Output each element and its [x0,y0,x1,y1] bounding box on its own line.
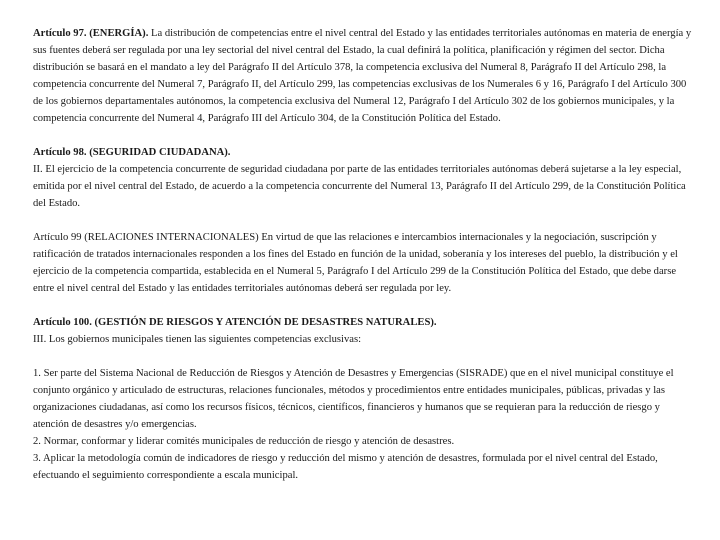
article-99: Artículo 99 (RELACIONES INTERNACIONALES) En virtud de que las relaciones e intercambios internacionales y la negociación, suscripción y ratificación de tratados internacionales responden a los fines del Estado en función de la unidad, soberanía y los intereses del pueblo, la distribución y el ejercicio de la competencia compartida, establecida en el Numeral 5, Parágrafo I del Artículo 299 de la Constitución Política del Estado, que debe darse entre el nivel central del Estado y las entidades territoriales autónomas deberá ser regulada por ley. [33,232,678,294]
spacer [33,297,693,314]
article-100-item: 3. Aplicar la metodología común de indicadores de riesgo y reducción del mismo y atención de desastres, formulada por el nivel central del Estado, efectuando el seguimiento correspondiente a escala municipal. [33,453,658,481]
article-98-heading: Artículo 98. (SEGURIDAD CIUDADANA). [33,147,231,158]
article-97 [33,25,693,127]
article-97-heading: Artículo 97. (ENERGÍA). [33,28,149,39]
spacer [33,212,693,229]
document-page [33,25,693,484]
spacer [33,348,693,365]
article-100-item: 2. Normar, conformar y liderar comités municipales de reducción de riesgo y atención de desastres. [33,436,455,447]
article-100-item: 1. Ser parte del Sistema Nacional de Reducción de Riesgos y Atención de Desastres y Emergencias (SISRADE) que en el nivel municipal constituye el conjunto orgánico y articulado de estructuras, relaciones funcionales, métodos y procedimientos entre entidades municipales, públicas, privadas y las organizaciones ciudadanas, así como los recursos físicos, técnicos, científicos, financieros y humanos que se requieran para la reducción de riesgo y atención de desastres y/o emergencias. [33,368,674,430]
article-98-body: II. El ejercicio de la competencia concurrente de seguridad ciudadana por parte de las entidades territoriales autónomas deberá sujetarse a la ley especial, emitida por el nivel central del Estado, de acuerdo a la competencia concurrente del Numeral 13, Parágrafo II del Artículo 299, de la Constitución Política del Estado. [33,164,686,209]
article-100-heading: Artículo 100. (GESTIÓN DE RIESGOS Y ATENCIÓN DE DESASTRES NATURALES). [33,317,437,328]
spacer [33,127,693,144]
article-100-intro: III. Los gobiernos municipales tienen las siguientes competencias exclusivas: [33,334,362,345]
article-97-body: La distribución de competencias entre el nivel central del Estado y las entidades territoriales autónomas en materia de energía y sus fuentes deberá ser regulada por una ley sectorial del nivel central del Estado, la cual definirá la política, planificación y régimen del sector. Dicha distribución se basará en el mandato a ley del Parágrafo II del Artículo 378, la competencia exclusiva del Numeral 8, Parágrafo II del Artículo 298, la competencia concurrente del Numeral 7, Parágrafo II, del Artículo 299, las competencias exclusivas de los Numerales 6 y 16, Parágrafo I del Artículo 300 de los gobiernos departamentales autónomos, la competencia exclusiva del Numeral 12, Parágrafo I del Artículo 302 de los gobiernos municipales, y la competencia concurrente del Numeral 4, Parágrafo III del Artículo 304, de la Constitución Política del Estado. [33,28,692,124]
